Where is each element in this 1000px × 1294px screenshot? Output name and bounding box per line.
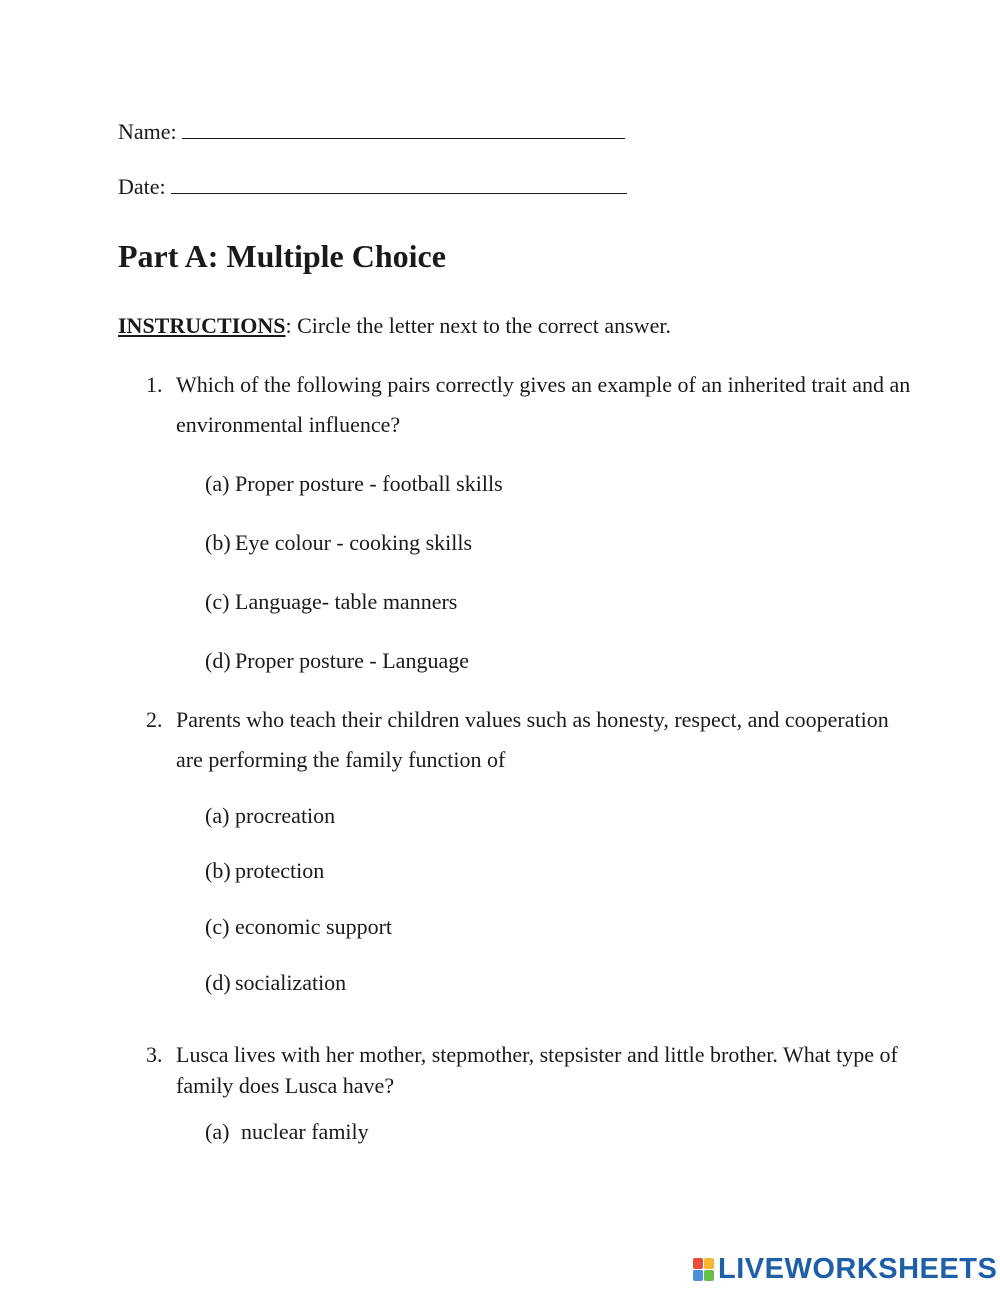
question-1-text	[176, 365, 966, 445]
option-letter: (b)	[205, 530, 231, 555]
question-2-text	[176, 700, 966, 780]
instructions-label: INSTRUCTIONS	[118, 313, 286, 338]
option-text: Eye colour - cooking skills	[235, 530, 473, 555]
option-text: economic support	[235, 914, 393, 939]
logo-tile-e	[704, 1270, 714, 1281]
name-label: Name:	[118, 119, 177, 144]
option-text: Language- table manners	[235, 589, 458, 614]
option-letter: (d)	[205, 648, 231, 673]
question-1-number: 1.	[146, 372, 163, 397]
option-letter: (a)	[205, 803, 230, 828]
question-3-line-2: family does Lusca have?	[176, 1073, 395, 1098]
logo-tile-v	[693, 1270, 703, 1281]
liveworksheets-logo[interactable]	[693, 1254, 997, 1284]
option-text: nuclear family	[241, 1119, 369, 1144]
question-2-number: 2.	[146, 707, 163, 732]
option-text: protection	[235, 858, 325, 883]
question-3-option-a[interactable]	[205, 1119, 369, 1145]
date-label: Date:	[118, 174, 166, 199]
option-letter: (c)	[205, 914, 230, 939]
question-3-text	[176, 1039, 966, 1101]
name-blank-line[interactable]	[182, 118, 625, 139]
question-1-line-1: Which of the following pairs correctly gives an example of an inherited trait and an	[176, 372, 911, 397]
question-2-line-1: Parents who teach their children values such as honesty, respect, and cooperation	[176, 707, 889, 732]
logo-tile-l	[693, 1258, 703, 1269]
option-letter: (b)	[205, 858, 231, 883]
option-letter: (c)	[205, 589, 230, 614]
question-1-option-a[interactable]	[205, 471, 503, 497]
question-2-option-a[interactable]	[205, 803, 335, 829]
question-2-option-b[interactable]	[205, 858, 324, 884]
logo-mark-icon	[693, 1258, 714, 1281]
logo-brand-text: LIVEWORKSHEETS	[718, 1253, 998, 1285]
logo-tile-i	[704, 1258, 714, 1269]
option-letter: (d)	[205, 970, 231, 995]
option-text: Proper posture - Language	[235, 648, 469, 673]
question-1-option-d[interactable]	[205, 648, 469, 674]
part-title: Part A: Multiple Choice	[118, 238, 446, 274]
question-2-line-2: are performing the family function of	[176, 747, 506, 772]
option-text: Proper posture - football skills	[235, 471, 503, 496]
question-1-option-b[interactable]	[205, 530, 472, 556]
question-2-option-c[interactable]	[205, 914, 392, 940]
question-1-option-c[interactable]	[205, 589, 457, 615]
question-3-line-1: Lusca lives with her mother, stepmother, stepsister and little brother. What type of	[176, 1042, 898, 1067]
name-field[interactable]	[118, 118, 625, 145]
option-text: procreation	[235, 803, 336, 828]
option-letter: (a)	[205, 471, 230, 496]
instructions-text: : Circle the letter next to the correct answer.	[285, 313, 671, 338]
date-field[interactable]	[118, 173, 627, 200]
option-text: socialization	[235, 970, 347, 995]
instructions	[118, 313, 671, 339]
question-1-line-2: environmental influence?	[176, 412, 401, 437]
option-letter: (a)	[205, 1119, 230, 1144]
date-blank-line[interactable]	[171, 173, 627, 194]
question-3-number: 3.	[146, 1042, 163, 1067]
question-2-option-d[interactable]	[205, 970, 346, 996]
